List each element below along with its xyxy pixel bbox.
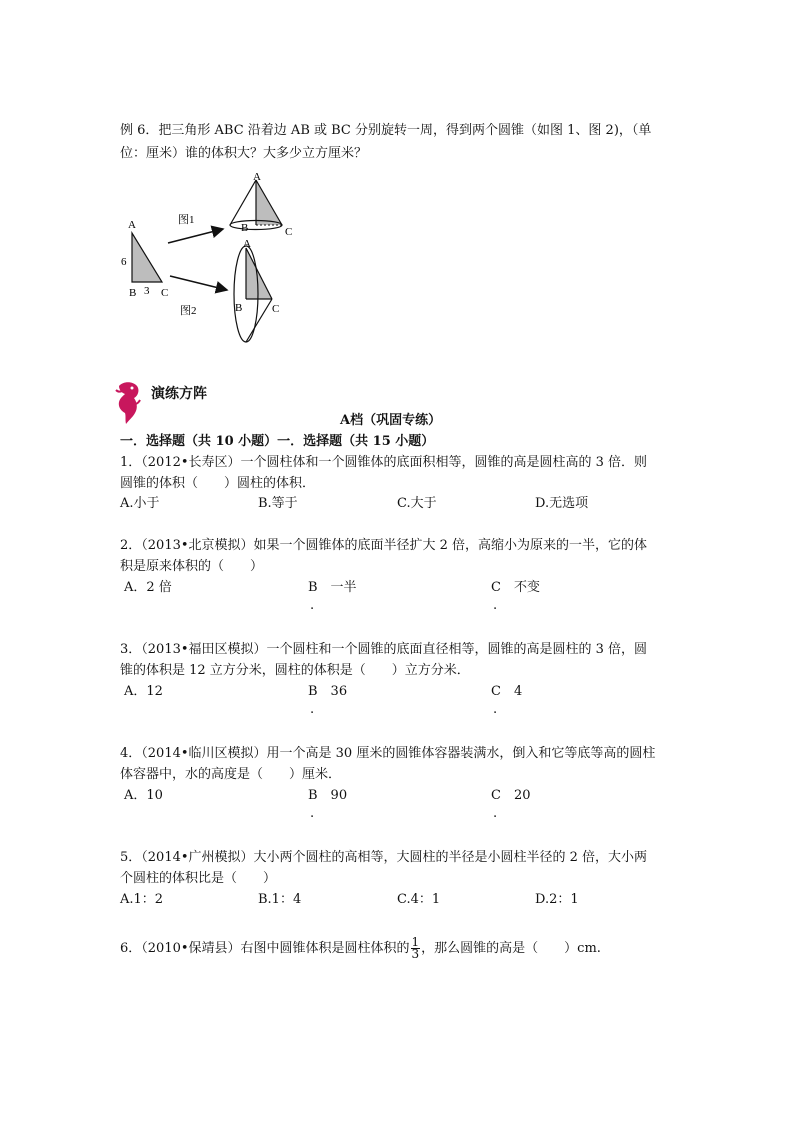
question-5-option-a[interactable]: A.1：2 bbox=[120, 892, 164, 907]
question-5-line-2: 个圆柱的体积比是（ ） bbox=[120, 871, 277, 886]
label-side-bc: 3 bbox=[144, 285, 150, 297]
question-4-option-b[interactable]: B 90 bbox=[308, 788, 348, 803]
label-cone2-c: C bbox=[272, 303, 280, 315]
label-cone1-c: C bbox=[285, 226, 293, 238]
fraction-numerator: 1 bbox=[411, 935, 420, 949]
fraction bbox=[411, 937, 421, 960]
question-3-option-c[interactable]: C 4 bbox=[491, 684, 523, 699]
label-tri-b: B bbox=[129, 287, 137, 299]
question-2-option-c[interactable]: C 不变 bbox=[491, 580, 540, 595]
label-side-ab: 6 bbox=[121, 256, 127, 268]
option-dot: . bbox=[310, 806, 315, 821]
subsection-title: A档（巩固专练） bbox=[340, 413, 442, 428]
dolphin-icon bbox=[113, 380, 143, 426]
question-6 bbox=[120, 936, 601, 962]
label-cone2-b: B bbox=[235, 302, 243, 314]
option-dot: . bbox=[493, 806, 498, 821]
section-title: 演练方阵 bbox=[151, 386, 207, 402]
question-1-option-c[interactable]: C.大于 bbox=[397, 496, 437, 511]
question-1-line-2: 圆锥的体积（ ）圆柱的体积． bbox=[120, 476, 316, 491]
question-4-option-a[interactable]: A．10 bbox=[124, 788, 163, 803]
label-tri-a: A bbox=[128, 219, 136, 231]
question-1-option-a[interactable]: A.小于 bbox=[120, 496, 160, 511]
question-5-line-1: 5．（2014•广州模拟）大小两个圆柱的高相等，大圆柱的半径是小圆柱半径的 2 倍，大小两 bbox=[120, 850, 648, 865]
label-tri-c: C bbox=[161, 287, 169, 299]
question-4-line-2: 体容器中，水的高度是（ ）厘米． bbox=[120, 767, 342, 782]
question-1-option-d[interactable]: D.无选项 bbox=[535, 496, 589, 511]
option-dot: . bbox=[493, 702, 498, 717]
label-cone2-a: A bbox=[243, 238, 251, 250]
question-5-option-b[interactable]: B.1：4 bbox=[258, 892, 302, 907]
cone-fig1 bbox=[230, 180, 282, 230]
example-figure bbox=[110, 168, 310, 348]
option-dot: . bbox=[493, 598, 498, 613]
question-4-line-1: 4．（2014•临川区模拟）用一个高是 30 厘米的圆锥体容器装满水，倒入和它等底等高的圆柱 bbox=[120, 746, 656, 761]
label-fig2: 图2 bbox=[180, 305, 197, 317]
part-title: 一．选择题（共 10 小题）一．选择题（共 15 小题） bbox=[120, 434, 435, 449]
question-1-option-b[interactable]: B.等于 bbox=[258, 496, 298, 511]
question-6-post: ，那么圆锥的高是（ ）cm. bbox=[421, 941, 601, 956]
question-3-option-a[interactable]: A．12 bbox=[124, 684, 163, 699]
question-5-option-d[interactable]: D.2：1 bbox=[535, 892, 579, 907]
label-cone1-b: B bbox=[241, 222, 249, 234]
question-3-line-2: 锥的体积是 12 立方分米，圆柱的体积是（ ）立方分米． bbox=[120, 663, 470, 678]
cone-fig2 bbox=[234, 246, 272, 342]
example-line-1: 例 6．把三角形 ABC 沿着边 AB 或 BC 分别旋转一周，得到两个圆锥（如图 1、图 2)，（单 bbox=[120, 123, 652, 138]
question-2-line-1: 2．（2013•北京模拟）如果一个圆锥体的底面半径扩大 2 倍，高缩小为原来的一半，它的体 bbox=[120, 538, 648, 553]
option-dot: . bbox=[310, 598, 315, 613]
question-4-option-c[interactable]: C 20 bbox=[491, 788, 531, 803]
question-3-option-b[interactable]: B 36 bbox=[308, 684, 348, 699]
option-dot: . bbox=[310, 702, 315, 717]
example-line-2: 位：厘米）谁的体积大？大多少立方厘米？ bbox=[120, 146, 368, 161]
question-6-pre: 6．（2010•保靖县）右图中圆锥体积是圆柱体积的 bbox=[120, 941, 410, 956]
question-2-option-b[interactable]: B 一半 bbox=[308, 580, 357, 595]
label-cone1-a: A bbox=[253, 171, 261, 183]
arrow-to-fig1 bbox=[168, 229, 223, 243]
fraction-denominator: 3 bbox=[411, 947, 420, 961]
question-2-line-2: 积是原来体积的（ ） bbox=[120, 559, 264, 574]
label-fig1: 图1 bbox=[178, 214, 195, 226]
question-1-line-1: 1．（2012•长寿区）一个圆柱体和一个圆锥体的底面积相等，圆锥的高是圆柱高的 3 倍．则 bbox=[120, 455, 648, 470]
question-2-option-a[interactable]: A．2 倍 bbox=[124, 580, 172, 595]
question-5-option-c[interactable]: C.4：1 bbox=[397, 892, 441, 907]
arrow-to-fig2 bbox=[170, 276, 227, 290]
triangle-abc bbox=[132, 233, 162, 282]
question-3-line-1: 3．（2013•福田区模拟）一个圆柱和一个圆锥的底面直径相等，圆锥的高是圆柱的 3 倍，圆 bbox=[120, 642, 648, 657]
